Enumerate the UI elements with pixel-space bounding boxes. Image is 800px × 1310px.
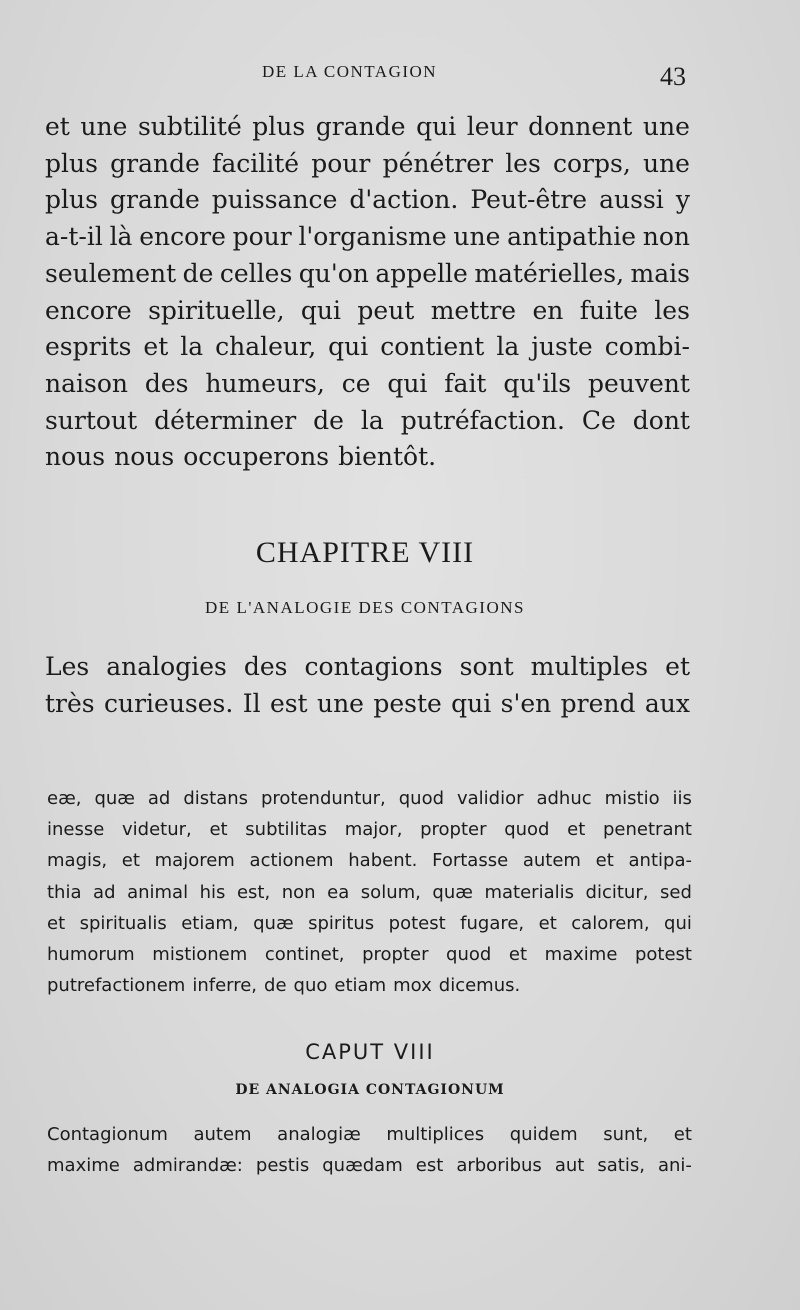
text-line: magis, et majorem actionem habent. Fortasse autem et antipa- [47, 850, 692, 872]
text-line: esprits et la chaleur, qui contient la juste combi- [45, 332, 690, 362]
text-line: naison des humeurs, ce qui fait qu'ils peuvent [45, 368, 690, 398]
text-line: nous nous occuperons bientôt. [45, 442, 437, 472]
text-line: a-t-il là encore pour l'organisme une antipathie non [45, 222, 690, 252]
text-line: inesse videtur, et subtilitas major, propter quod et penetrant [47, 819, 692, 841]
text-line: plus grande facilité pour pénétrer les corps, une [45, 148, 690, 178]
text-line: eæ, quæ ad distans protenduntur, quod validior adhuc mistio iis [47, 788, 692, 809]
text-line: et une subtilité plus grande qui leur donnent une [45, 112, 690, 141]
chapter-title: CHAPITRE VIII [255, 536, 475, 569]
text-line: plus grande puissance d'action. Peut-être aussi y [45, 185, 690, 215]
caput-title: CAPUT VIII [305, 1040, 435, 1064]
page-number: 43 [660, 62, 686, 91]
text-line: putrefactionem inferre, de quo etiam mox dicemus. [47, 975, 521, 997]
text-line: et spiritualis etiam, quæ spiritus potest fugare, et calorem, qui [47, 912, 692, 934]
text-line: Les analogies des contagions sont multiples et [45, 652, 690, 681]
chapter-subtitle: DE L'ANALOGIE DES CONTAGIONS [205, 598, 525, 617]
text-line: seulement de celles qu'on appelle matérielles, mais [45, 258, 690, 288]
text-line: humorum mistionem continet, propter quod et maxime potest [47, 944, 692, 965]
caput-subtitle: DE ANALOGIA CONTAGIONUM [235, 1082, 505, 1098]
text-line: surtout déterminer de la putréfaction. Ce dont [45, 405, 690, 435]
text-line: maxime admirandæ: pestis quædam est arboribus aut satis, ani- [47, 1155, 692, 1176]
text-line: thia ad animal his est, non ea solum, quæ materialis dicitur, sed [47, 881, 692, 903]
text-line: encore spirituelle, qui peut mettre en fuite les [45, 295, 690, 325]
text-line: très curieuses. Il est une peste qui s'en prend aux [45, 688, 690, 718]
running-head: DE LA CONTAGION [262, 62, 438, 81]
text-line: Contagionum autem analogiæ multiplices quidem sunt, et [47, 1124, 692, 1145]
